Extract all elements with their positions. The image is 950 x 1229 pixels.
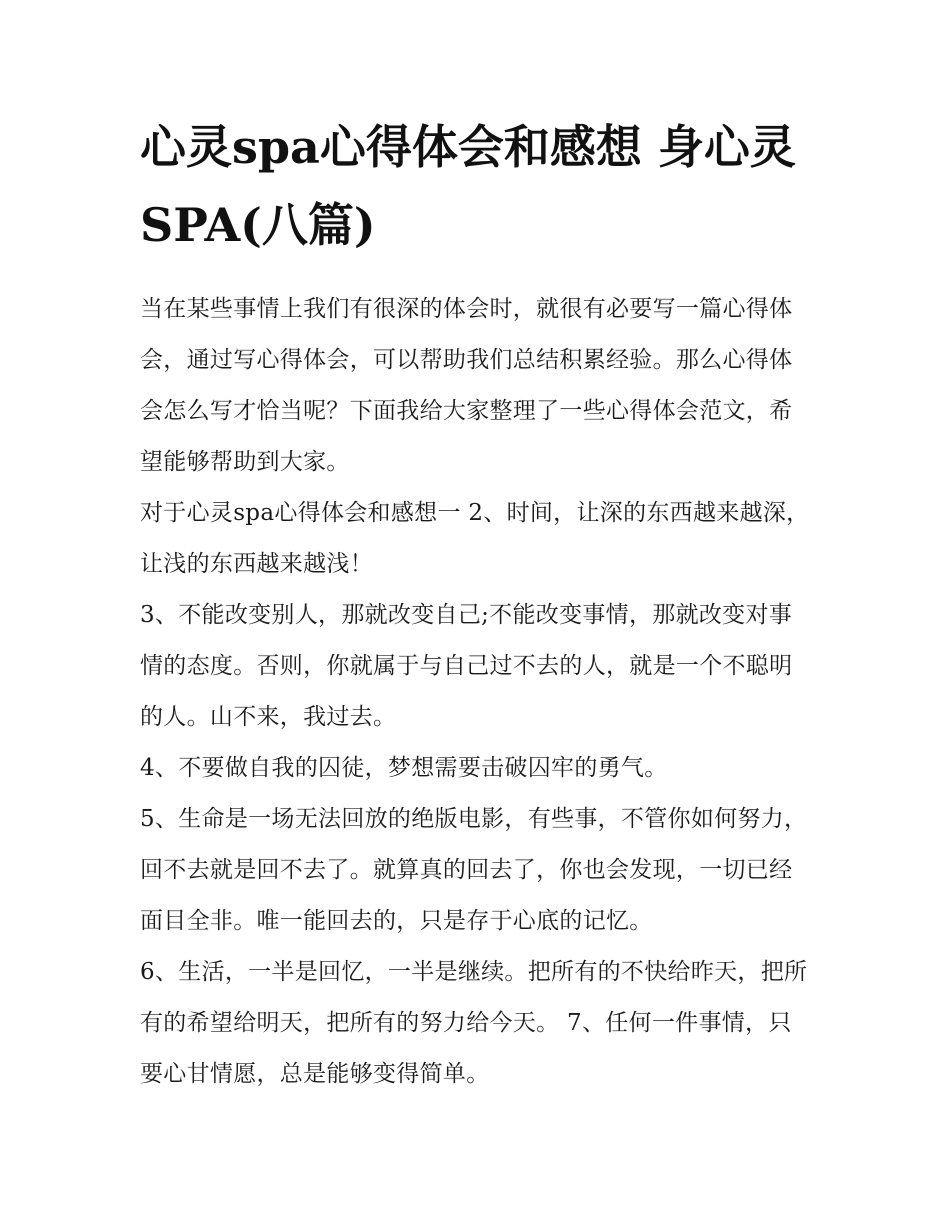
paragraph-item-6-7: 6、生活，一半是回忆，一半是继续。把所有的不快给昨天，把所有的希望给明天，把所有的努力给今天。 7、任何一件事情，只要心甘情愿，总是能够变得简单。 [140, 959, 808, 1087]
paragraph-item-4: 4、不要做自我的囚徒，梦想需要击破囚牢的勇气。 [140, 755, 668, 781]
paragraph-item-5: 5、生命是一场无法回放的绝版电影，有些事，不管你如何努力，回不去就是回不去了。就算真的回去了，你也会发现，一切已经面目全非。唯一能回去的，只是存于心底的记忆。 [140, 806, 808, 934]
paragraph-item-3: 3、不能改变别人，那就改变自己;不能改变事情，那就改变对事情的态度。否则，你就属于与自己过不去的人，就是一个不聪明的人。山不来，我过去。 [140, 602, 793, 730]
document-title [140, 108, 812, 264]
paragraph-item-2: 对于心灵spa心得体会和感想一 2、时间，让深的东西越来越深，让浅的东西越来越浅！ [140, 500, 810, 577]
document-page [140, 108, 812, 1100]
document-title-text: 心灵spa心得体会和感想 身心灵SPA(八篇) [140, 120, 796, 252]
intro-paragraph: 当在某些事情上我们有很深的体会时，就很有必要写一篇心得体会，通过写心得体会，可以帮助我们总结积累经验。那么心得体会怎么写才恰当呢？下面我给大家整理了一些心得体会范文，希望能够帮助到大家。 [140, 296, 793, 475]
